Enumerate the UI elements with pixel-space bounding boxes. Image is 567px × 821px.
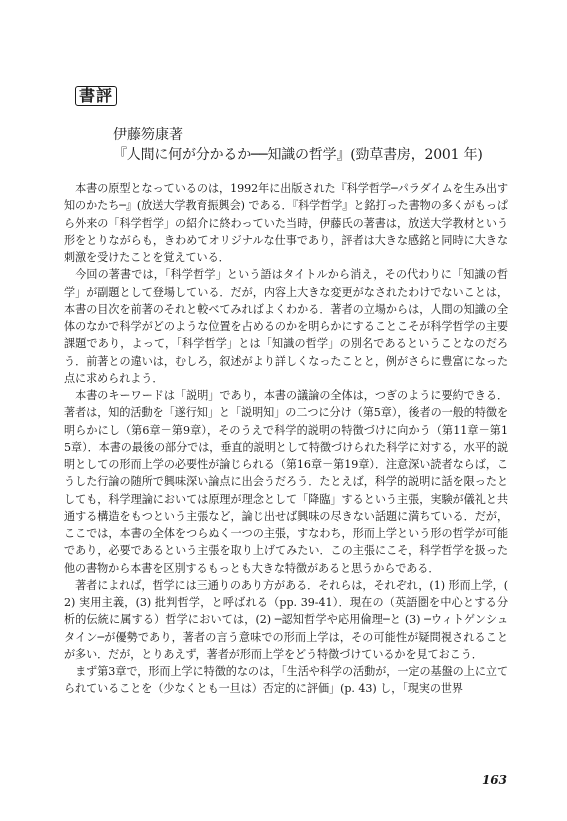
page-number: 163 (481, 773, 507, 787)
author-name: 伊藤笏康著 (113, 127, 183, 143)
paragraph: 今回の著書では，「科学哲学」という語はタイトルから消え，その代わりに「知識の哲学」が副題として登場している．だが，内容上大きな変更がなされたわけでないことは，本書の目次を前著のそれと較べてみればよくわかる．著者の立場からは，人間の知識の全体のなかで科学がどのような位置を占めるのかを明らかにすることこそが科学哲学の主要課題であり，よって，「科学哲学」とは「知識の哲学」の別名であるということなのだろう．前著との違いは，むしろ，叙述がより詳しくなったことと，例がさらに豊富になった点に求められよう． (64, 268, 508, 385)
paragraph: 本書の原型となっているのは，1992年に出版された『科学哲学─パラダイムを生み出す知のかたち─』(放送大学教育振興会) である．『科学哲学』と銘打った書物の多くがもっぱら外来の「科学哲学」の紹介に終わっていた当時，伊藤氏の著書は，放送大学教材という形をとりながらも，きわめてオリジナルな仕事であり，評者は大きな感銘と同時に大きな刺激を受けたことを覚えている． (64, 182, 508, 264)
paragraph: まず第3章で，形而上学に特徴的なのは，「生活や科学の活動が，一定の基盤の上に立てられていることを（少なくとも一旦は）否定的に評価」(p. 43) し，「現実の世界 (64, 665, 508, 696)
paragraph: 著者によれば，哲学には三通りのあり方がある．それらは，それぞれ，(1) 形而上学，(2) 実用主義，(3) 批判哲学，と呼ばれる（pp. 39-41）．現在の（英語圏を中心とする分析的伝統に属する）哲学においては，(2) ─認知哲学や応用倫理─と (3) ─ウィトゲンシュタイン─が優勢であり，著者の言う意味での形而上学は，その可能性が疑問視されることが多い．だが，とりあえず，著者が形而上学をどう特徴づけているかを見ておこう． (64, 578, 508, 661)
review-body (64, 180, 508, 698)
section-tag: 書評 (75, 86, 117, 106)
book-title: 『人間に何が分かるか──知識の哲学』(勁草書房，2001 年) (113, 147, 483, 163)
paragraph: 本書のキーワードは「説明」であり，本書の議論の全体は，つぎのように要約できる．著者は，知的活動を「遂行知」と「説明知」の二つに分け（第5章），後者の一般的特徴を明らかにし（第6章－第9章），そのうえで科学的説明の特徴づけに向かう（第11章－第15章）．本書の最後の部分では，垂直的説明として特徴づけられた科学に対する，水平的説明としての形而上学の必要性が論じられる（第16章－第19章）．注意深い読者ならば，こうした行論の随所で興味深い論点に出会うだろう．たとえば，科学的説明に話を限ったとしても，科学理論においては原理が理念として「降臨」するという主張，実験が儀礼と共通する構造をもつという主張など，論じ出せば興味の尽きない話題に満ちている．だが，ここでは，本書の全体をつらぬく一つの主張，すなわち，形而上学という形の哲学が可能であり，必要であるという主張を取り上げてみたい．この主張にこそ，科学哲学を扱った他の書物から本書を区別するもっとも大きな特徴があると思うからである． (64, 389, 508, 575)
